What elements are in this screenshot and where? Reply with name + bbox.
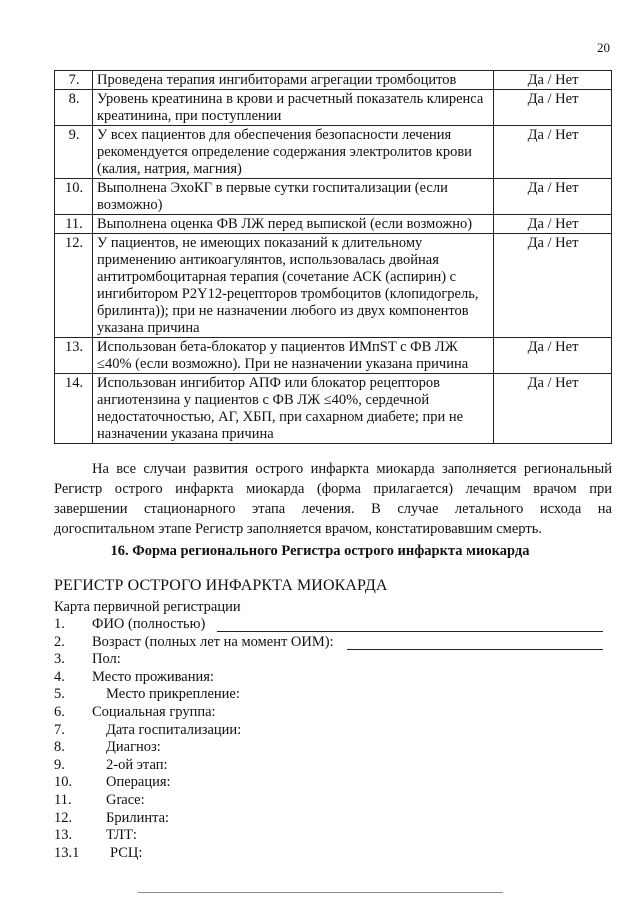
table-row	[55, 126, 612, 179]
row-number: 8.	[55, 90, 93, 126]
field-attachment	[54, 686, 614, 704]
row-answer: Да / Нет	[494, 179, 612, 215]
field-sex	[54, 651, 614, 669]
row-number: 10.	[55, 179, 93, 215]
row-text: Уровень креатинина в крови и расчетный показатель клиренса креатинина, при поступлении	[93, 90, 494, 126]
row-text: Выполнена оценка ФВ ЛЖ перед выпиской (если возможно)	[93, 215, 494, 234]
table-row	[55, 90, 612, 126]
section-heading: 16. Форма регионального Регистра острого инфаркта миокарда	[110, 543, 530, 559]
field-brilinta	[54, 810, 614, 828]
field-diagnosis	[54, 739, 614, 757]
fio-fill-line[interactable]	[217, 631, 603, 632]
row-answer: Да / Нет	[494, 374, 612, 444]
field-label: Диагноз:	[106, 739, 161, 756]
field-number: 12.	[54, 809, 73, 826]
field-label: Дата госпитализации:	[106, 721, 242, 738]
row-answer: Да / Нет	[494, 126, 612, 179]
field-second-stage	[54, 757, 614, 775]
row-answer: Да / Нет	[494, 90, 612, 126]
field-number: 3.	[54, 651, 65, 668]
field-label: 2-ой этап:	[106, 756, 168, 773]
field-label: Возраст (полных лет на момент ОИМ):	[92, 633, 334, 650]
field-number: 4.	[54, 668, 65, 685]
table-row	[55, 374, 612, 444]
table-row	[55, 338, 612, 374]
field-label: Операция:	[106, 774, 171, 791]
age-fill-line[interactable]	[347, 649, 603, 650]
field-fio	[54, 616, 614, 634]
field-number: 6.	[54, 703, 65, 720]
field-age	[54, 634, 614, 652]
row-number: 14.	[55, 374, 93, 444]
field-label: ТЛТ:	[106, 827, 137, 844]
field-number: 9.	[54, 756, 65, 773]
row-text: Проведена терапия ингибиторами агрегации тромбоцитов	[93, 71, 494, 90]
field-admission-date	[54, 722, 614, 740]
field-number: 1.	[54, 616, 65, 632]
table-row	[55, 234, 612, 338]
row-answer: Да / Нет	[494, 215, 612, 234]
field-social-group	[54, 704, 614, 722]
row-number: 11.	[55, 215, 93, 234]
row-answer: Да / Нет	[494, 71, 612, 90]
row-text: Использован бета-блокатор у пациентов ИМпST с ФВ ЛЖ ≤40% (если возможно). При не назначении указана причина	[93, 338, 494, 374]
field-rsc	[54, 845, 614, 863]
registry-paragraph: На все случаи развития острого инфаркта миокарда заполняется региональный Регистр острого инфаркта миокарда (форма прилагается) лечащим врачом при завершении стационарного этапа лечения. В случае летального исхода на догоспитальном этапе Регистр заполняется врачом, констатировавшим смерть.	[54, 461, 612, 537]
field-number: 7.	[54, 721, 65, 738]
field-tlt	[54, 827, 614, 845]
field-residence	[54, 669, 614, 687]
field-number: 2.	[54, 633, 65, 650]
table-row	[55, 215, 612, 234]
form-subtitle: Карта первичной регистрации	[54, 599, 241, 615]
field-number: 13.1	[54, 844, 80, 861]
field-number: 5.	[54, 686, 65, 703]
field-number: 8.	[54, 739, 65, 756]
row-text: У пациентов, не имеющих показаний к длительному применению антикоагулянтов, использовалась двойная антитромбоцитарная терапия (сочетание АСК (аспирин) с ингибитором P2Y12-рецепторов тромбоцитов (клопидогрель, брилинта)); при не назначении любого из двух компонентов указана причина	[93, 234, 494, 338]
checklist-table	[54, 70, 612, 444]
row-number: 13.	[55, 338, 93, 374]
row-answer: Да / Нет	[494, 234, 612, 338]
row-text: Выполнена ЭхоКГ в первые сутки госпитализации (если возможно)	[93, 179, 494, 215]
row-text: У всех пациентов для обеспечения безопасности лечения рекомендуется определение содержания электролитов крови (калия, натрия, магния)	[93, 126, 494, 179]
field-number: 10.	[54, 774, 73, 791]
field-label: Брилинта:	[106, 809, 170, 826]
field-label: Место прикрепление:	[106, 686, 240, 703]
field-operation	[54, 774, 614, 792]
row-number: 12.	[55, 234, 93, 338]
field-label: ФИО (полностью)	[92, 616, 206, 632]
row-answer: Да / Нет	[494, 338, 612, 374]
field-number: 13.	[54, 827, 73, 844]
bottom-divider	[138, 892, 503, 893]
row-text: Использован ингибитор АПФ или блокатор рецепторов ангиотензина у пациентов с ФВ ЛЖ ≤40%, сердечной недостаточностью, АГ, ХБП, при сахарном диабете; при не назначении указана причина	[93, 374, 494, 444]
row-number: 7.	[55, 71, 93, 90]
field-label: РСЦ:	[110, 844, 143, 861]
table-row	[55, 179, 612, 215]
field-label: Место проживания:	[92, 668, 214, 685]
field-grace	[54, 792, 614, 810]
field-number: 11.	[54, 791, 72, 808]
field-label: Социальная группа:	[92, 703, 216, 720]
field-label: Пол:	[92, 651, 121, 668]
page-number: 20	[597, 40, 610, 55]
field-label: Grace:	[106, 791, 145, 808]
row-number: 9.	[55, 126, 93, 179]
form-title: РЕГИСТР ОСТРОГО ИНФАРКТА МИОКАРДА	[54, 577, 388, 594]
registry-field-list	[54, 616, 614, 862]
table-row	[55, 71, 612, 90]
